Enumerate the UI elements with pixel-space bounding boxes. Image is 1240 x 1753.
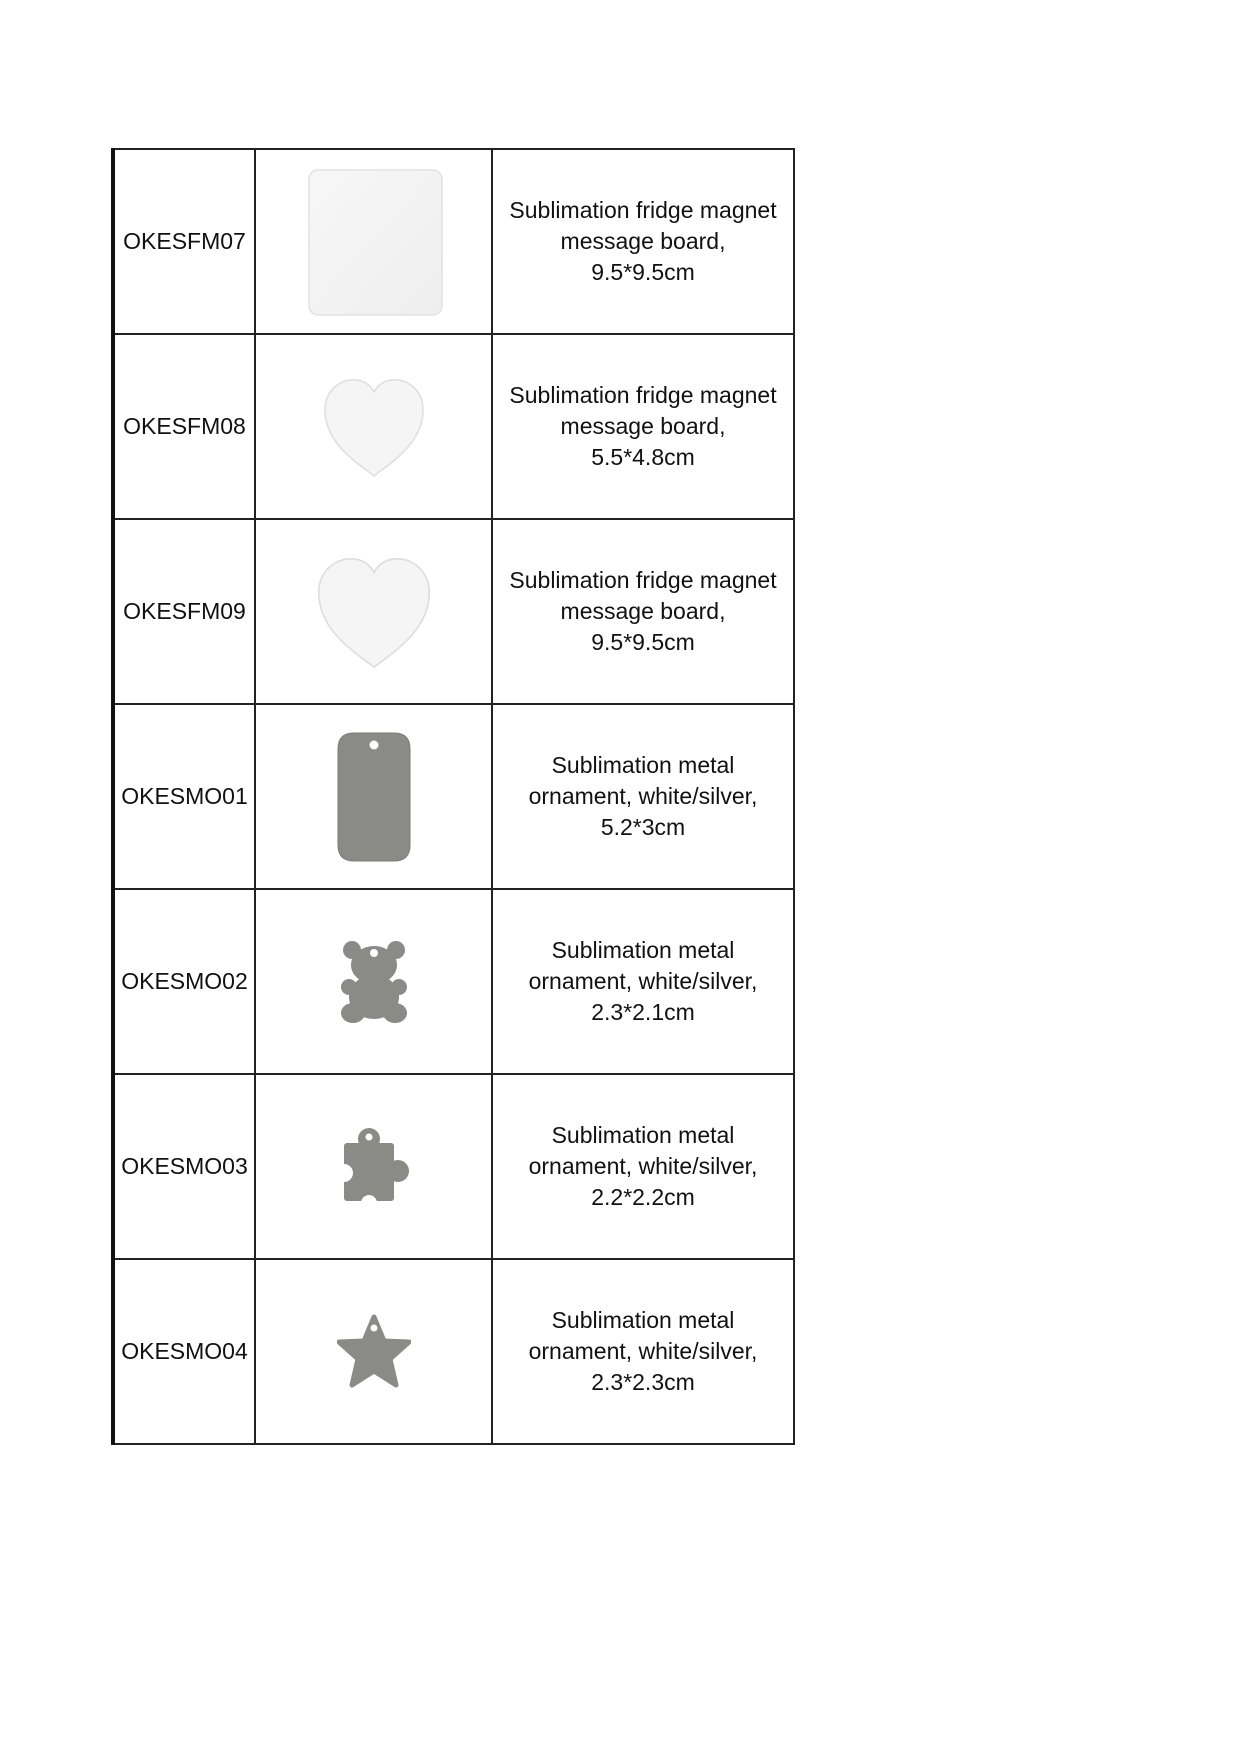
- description-line: Sublimation metal: [551, 752, 735, 778]
- product-code: OKESFM09: [113, 519, 255, 704]
- product-code: OKESMO01: [113, 704, 255, 889]
- description-line: 2.2*2.2cm: [591, 1184, 695, 1210]
- square-magnet-icon: [299, 167, 449, 317]
- product-code: OKESFM08: [113, 334, 255, 519]
- product-code: OKESMO04: [113, 1259, 255, 1444]
- description-line: message board,: [560, 413, 726, 439]
- product-description: [492, 519, 794, 704]
- dog-tag-ornament-icon: [334, 729, 414, 865]
- product-image: [255, 1074, 492, 1259]
- product-description: [492, 704, 794, 889]
- product-image: [255, 519, 492, 704]
- table-row: [113, 334, 794, 519]
- table-row: [113, 704, 794, 889]
- table-row: [113, 1074, 794, 1259]
- product-description: [492, 149, 794, 334]
- description-line: Sublimation fridge magnet: [509, 382, 777, 408]
- description-line: Sublimation metal: [551, 1122, 735, 1148]
- product-code: OKESFM07: [113, 149, 255, 334]
- description-line: 2.3*2.3cm: [591, 1369, 695, 1395]
- table-row: [113, 149, 794, 334]
- description-line: Sublimation fridge magnet: [509, 197, 777, 223]
- description-line: message board,: [560, 598, 726, 624]
- table-row: [113, 1259, 794, 1444]
- description-line: Sublimation fridge magnet: [509, 567, 777, 593]
- product-description: [492, 889, 794, 1074]
- product-image: [255, 334, 492, 519]
- heart-magnet-small-icon: [319, 372, 429, 482]
- product-code: OKESMO03: [113, 1074, 255, 1259]
- product-image: [255, 889, 492, 1074]
- product-image: [255, 704, 492, 889]
- puzzle-ornament-icon: [338, 1127, 410, 1207]
- description-line: 9.5*9.5cm: [591, 629, 695, 655]
- description-line: ornament, white/silver,: [528, 783, 758, 809]
- product-description: [492, 1259, 794, 1444]
- table-row: [113, 889, 794, 1074]
- heart-magnet-large-icon: [312, 550, 436, 674]
- description-line: Sublimation metal: [551, 1307, 735, 1333]
- description-line: ornament, white/silver,: [528, 968, 758, 994]
- product-table: [111, 148, 795, 1445]
- table-row: [113, 519, 794, 704]
- description-line: ornament, white/silver,: [528, 1153, 758, 1179]
- description-line: ornament, white/silver,: [528, 1338, 758, 1364]
- product-image: [255, 149, 492, 334]
- bear-ornament-icon: [337, 939, 411, 1025]
- description-line: 2.3*2.1cm: [591, 999, 695, 1025]
- product-image: [255, 1259, 492, 1444]
- product-description: [492, 1074, 794, 1259]
- description-line: Sublimation metal: [551, 937, 735, 963]
- description-line: 5.5*4.8cm: [591, 444, 695, 470]
- product-code: OKESMO02: [113, 889, 255, 1074]
- product-description: [492, 334, 794, 519]
- description-line: 5.2*3cm: [600, 814, 686, 840]
- star-ornament-icon: [337, 1314, 411, 1390]
- description-line: 9.5*9.5cm: [591, 259, 695, 285]
- description-line: message board,: [560, 228, 726, 254]
